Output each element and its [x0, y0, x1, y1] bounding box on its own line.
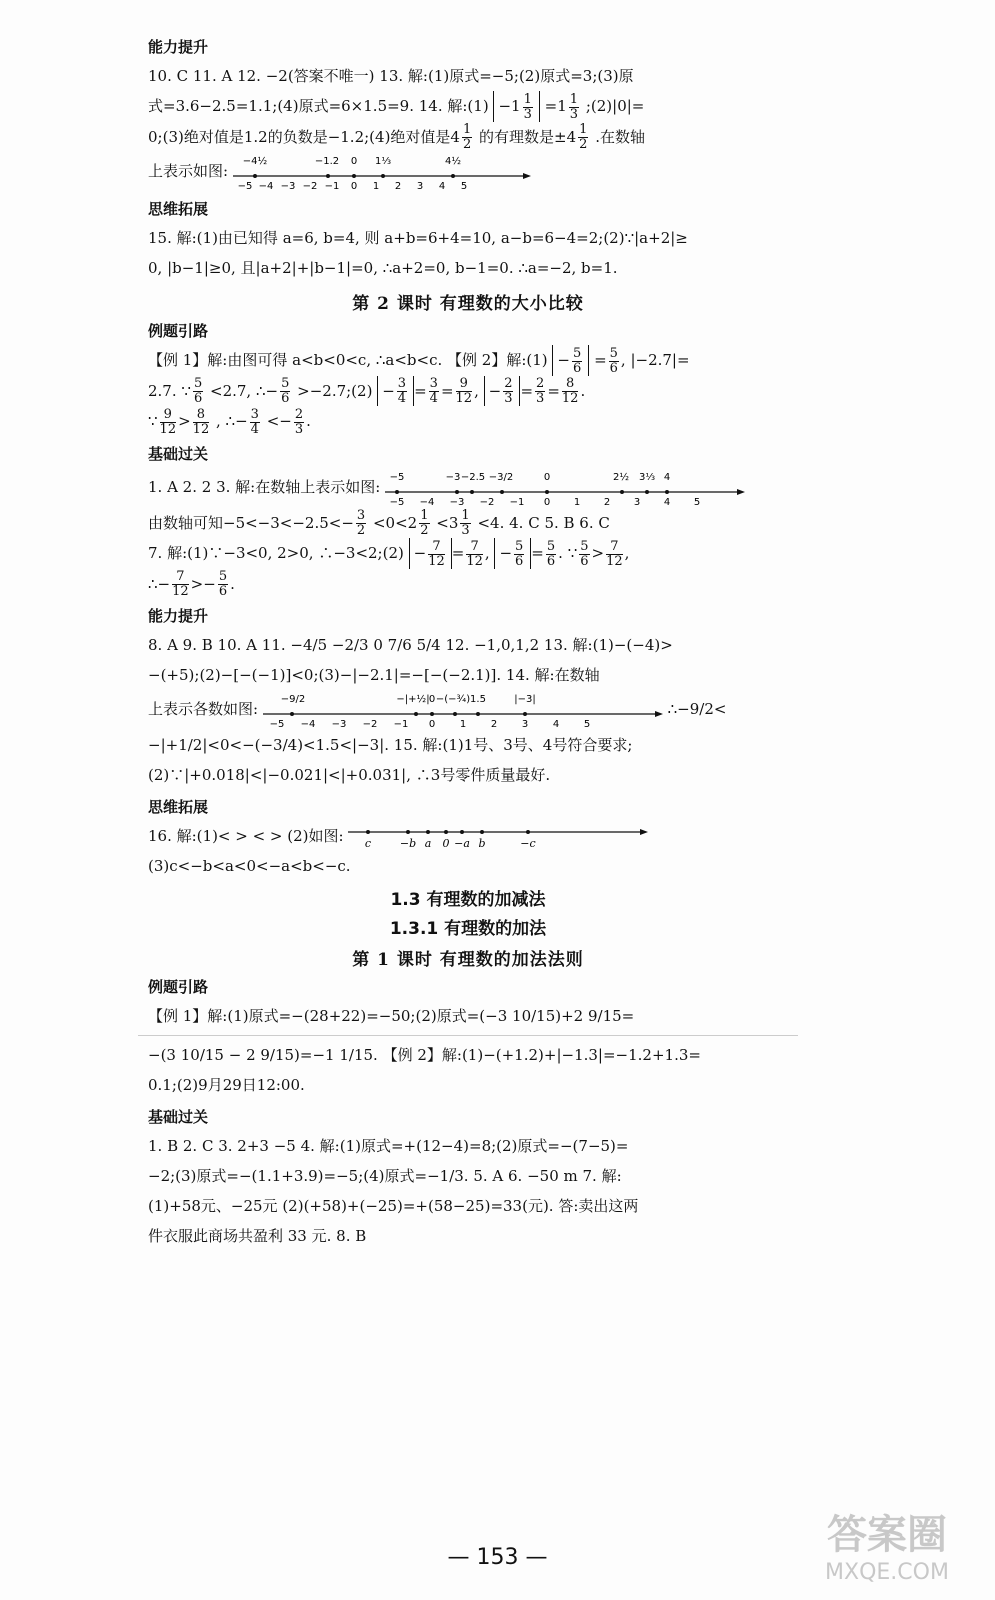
svg-text:0: 0: [428, 694, 436, 705]
text-line: 16. 解:(1)< > < > (2)如图: c −b a 0 −a b −c: [148, 821, 788, 851]
svg-text:1.5: 1.5: [469, 694, 486, 705]
text-line: (1)+58元、−25元 (2)(+58)+(−25)=+(58−25)=33(元). 答:卖出这两: [148, 1197, 639, 1215]
text-line: 由数轴可知−5<−3<−2.5<− $\frac{3}{2}$ <0<2 $\frac{1}{2}$ <3 $\frac{1}{3}$ <4. 4. C 5. B 6. C: [148, 508, 610, 538]
svg-text:−|+½|: −|+½|: [396, 694, 430, 705]
svg-text:0: 0: [543, 496, 551, 508]
subsection-title: 1.3.1 有理数的加法: [389, 919, 547, 939]
svg-text:−9/2: −9/2: [280, 694, 306, 705]
text-line: 式=3.6−2.5=1.1;(4)原式=6×1.5=9. 14. 解:(1) −1 $\frac{1}{3}$ =1 $\frac{1}{3}$ ;(2)|0|=: [148, 91, 645, 122]
text-line: 8. A 9. B 10. A 11. −4/5 −2/3 0 7/6 5/4 12. −1,0,1,2 13. 解:(1)−(−4)>: [148, 636, 673, 654]
number-line-4: [348, 824, 648, 850]
svg-text:1: 1: [573, 496, 581, 508]
text-line: 0, |b−1|≥0, 且|a+2|+|b−1|=0, ∴a+2=0, b−1=0. ∴a=−2, b=1.: [148, 259, 618, 277]
svg-text:5: 5: [583, 719, 591, 730]
svg-text:−5: −5: [269, 719, 285, 730]
svg-text:2: 2: [394, 181, 402, 192]
svg-text:2: 2: [490, 719, 498, 730]
text-line: −(+5);(2)−[−(−1)]<0;(3)−|−2.1|=−[−(−2.1)]. 14. 解:在数轴: [148, 666, 600, 684]
svg-text:−3: −3: [449, 496, 465, 508]
answer-page: [148, 30, 788, 1251]
section-heading: 思维拓展: [148, 798, 209, 816]
text-line: 上表示各数如图: −5 −4 −3 −2 −1 0 1 2 3 4 5 −9/2 −|+½| 0 −(−¾) 1.5 |−3| ∴−9/2<: [148, 690, 788, 730]
svg-text:−3: −3: [280, 181, 296, 192]
svg-text:−3/2: −3/2: [488, 471, 514, 483]
text-line: −(3 10/15 − 2 9/15)=−1 1/15. 【例 2】解:(1)−(+1.2)+|−1.3|=−1.2+1.3=: [148, 1046, 701, 1064]
section-heading: 能力提升: [148, 607, 209, 625]
svg-text:4: 4: [438, 181, 446, 192]
text-line: 上表示如图: −5 −4 −3 −2 −1 0 1 2 3 4 5 −4½ −1.2 0 1⅓ 4½: [148, 152, 788, 192]
section-heading: 能力提升: [148, 38, 209, 56]
svg-text:−1: −1: [509, 496, 525, 508]
svg-text:3: 3: [521, 719, 529, 730]
text-line: 1. B 2. C 3. 2+3 −5 4. 解:(1)原式=+(12−4)=8;(2)原式=−(7−5)=: [148, 1137, 629, 1155]
svg-text:5: 5: [460, 181, 468, 192]
svg-text:b: b: [478, 837, 486, 850]
svg-text:−5: −5: [389, 496, 405, 508]
watermark-text: 答案圈: [827, 1512, 947, 1558]
svg-text:−5: −5: [237, 181, 253, 192]
section-title: 1.3 有理数的加减法: [390, 890, 546, 910]
svg-text:−1: −1: [393, 719, 409, 730]
svg-text:−a: −a: [454, 837, 471, 850]
svg-text:c: c: [365, 837, 372, 850]
svg-text:3⅓: 3⅓: [639, 471, 656, 483]
svg-text:4: 4: [663, 496, 671, 508]
text-line: 0;(3)绝对值是1.2的负数是−1.2;(4)绝对值是4 $\frac{1}{2}$ 的有理数是±4 $\frac{1}{2}$ .在数轴: [148, 122, 646, 152]
section-heading: 基础过关: [148, 444, 209, 463]
lesson-title: 第 2 课时 有理数的大小比较: [352, 294, 584, 314]
section-heading: 基础过关: [148, 1108, 209, 1126]
svg-text:0: 0: [543, 471, 551, 483]
svg-text:4: 4: [663, 471, 671, 483]
svg-text:0: 0: [428, 719, 436, 730]
svg-text:−b: −b: [400, 837, 417, 850]
svg-text:−4½: −4½: [242, 156, 268, 167]
text-line: 15. 解:(1)由已知得 a=6, b=4, 则 a+b=6+4=10, a−b=6−4=2;(2)∵|a+2|≥: [148, 229, 688, 247]
section-heading: 例题引路: [148, 978, 209, 996]
svg-text:−4: −4: [419, 496, 435, 508]
svg-text:−3: −3: [445, 471, 461, 483]
number-line-2: [385, 468, 745, 508]
svg-text:1: 1: [372, 181, 380, 192]
svg-text:5: 5: [693, 496, 701, 508]
svg-text:−2.5: −2.5: [460, 471, 486, 483]
svg-text:−2: −2: [362, 719, 378, 730]
text-line: 【例 1】解:由图可得 a<b<0<c, ∴a<b<c. 【例 2】解:(1) − $\frac{5}{6}$ = $\frac{5}{6}$ , |−2.7|=: [148, 345, 690, 376]
svg-text:3: 3: [633, 496, 641, 508]
svg-text:0: 0: [350, 181, 358, 192]
svg-text:0: 0: [350, 156, 358, 167]
svg-text:a: a: [425, 837, 432, 850]
text-line: 0.1;(2)9月29日12:00.: [148, 1076, 305, 1094]
svg-text:4: 4: [552, 719, 560, 730]
number-line-1: [233, 152, 533, 192]
text-line: 1. A 2. 2 3. 解:在数轴上表示如图: −5 −4 −3 −2 −1 0 1 2 3 4 5 −5 −3 −2.5 −3/2 0 2½ 3⅓ 4: [148, 468, 788, 508]
text-line: ∵ $\frac{9}{12}$ > $\frac{8}{12}$ , ∴− $\frac{3}{4}$ <− $\frac{2}{3}$ .: [148, 406, 311, 437]
svg-text:−1.2: −1.2: [314, 156, 339, 167]
svg-text:−(−¾): −(−¾): [435, 694, 470, 705]
svg-text:|−3|: |−3|: [514, 694, 536, 705]
watermark-url: MXQE.COM: [825, 1560, 949, 1585]
svg-text:−3: −3: [331, 719, 347, 730]
text-line: 件衣服此商场共盈利 33 元. 8. B: [148, 1227, 367, 1245]
text-line: −2;(3)原式=−(1.1+3.9)=−5;(4)原式=−1/3. 5. A 6. −50 m 7. 解:: [148, 1167, 622, 1185]
lesson-title: 第 1 课时 有理数的加法法则: [352, 950, 584, 970]
text-line: 2.7. ∵ $\frac{5}{6}$ <2.7, ∴− $\frac{5}{6}$ >−2.7;(2) − $\frac{3}{4}$ = $\frac{3}{4}$ = $\frac{9}{12}$ , − $\frac{2}{3}$ = $\frac{2}{3}$ = $\frac{8}{12}$ .: [148, 376, 586, 406]
svg-text:2½: 2½: [613, 471, 630, 483]
number-line-3: [263, 690, 663, 730]
divider: [138, 1035, 798, 1036]
svg-text:−c: −c: [520, 837, 537, 850]
section-heading: 例题引路: [148, 322, 209, 340]
svg-text:1: 1: [459, 719, 467, 730]
svg-text:−2: −2: [302, 181, 318, 192]
text-line: 10. C 11. A 12. −2(答案不唯一) 13. 解:(1)原式=−5;(2)原式=3;(3)原: [148, 67, 634, 85]
svg-text:3: 3: [416, 181, 424, 192]
page-number: — 153 —: [447, 1545, 548, 1570]
absolute-value: −1 $\frac{1}{3}$: [493, 91, 539, 122]
svg-text:−4: −4: [258, 181, 274, 192]
text-line: 7. 解:(1)∵−3<0, 2>0, ∴−3<2;(2) − $\frac{7}{12}$ = $\frac{7}{12}$ , − $\frac{5}{6}$ = $\frac{5}{6}$ . ∵ $\frac{5}{6}$ > $\frac{7}{12}$ ,: [148, 538, 630, 569]
text-line: 【例 1】解:(1)原式=−(28+22)=−50;(2)原式=(−3 10/15)+2 9/15=: [148, 1007, 635, 1025]
section-heading: 思维拓展: [148, 200, 209, 218]
text-line: −|+1/2|<0<−(−3/4)<1.5<|−3|. 15. 解:(1)1号、3号、4号符合要求;: [148, 736, 633, 754]
svg-text:1⅓: 1⅓: [374, 156, 391, 167]
text-line: ∴− $\frac{7}{12}$ >− $\frac{5}{6}$ .: [148, 569, 235, 599]
svg-text:−5: −5: [389, 471, 405, 483]
text-line: (2)∵|+0.018|<|−0.021|<|+0.031|, ∴3号零件质量最好.: [148, 766, 551, 784]
svg-text:−2: −2: [479, 496, 495, 508]
watermark-logo: [797, 1503, 977, 1588]
svg-text:2: 2: [603, 496, 611, 508]
text-line: (3)c<−b<a<0<−a<b<−c.: [148, 857, 351, 875]
svg-text:0: 0: [442, 837, 450, 850]
svg-text:4½: 4½: [444, 156, 461, 167]
svg-text:−1: −1: [324, 181, 340, 192]
svg-text:−4: −4: [300, 719, 316, 730]
